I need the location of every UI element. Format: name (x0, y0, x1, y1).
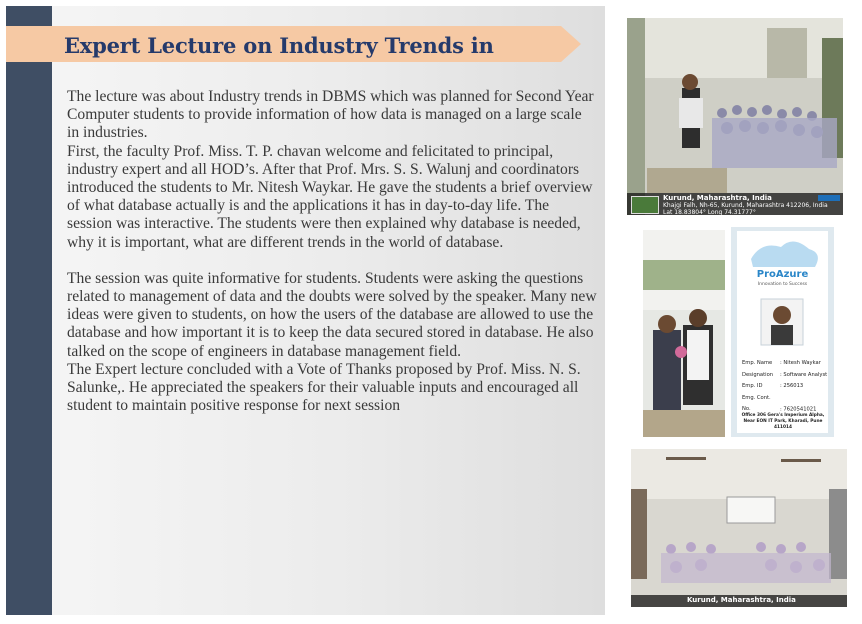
id-card-brand: ProAzure (756, 269, 809, 280)
lecture-hall-image (627, 18, 843, 215)
geotag-address: Khajgi Falh, Nh-65, Kurund, Maharashtra 412206, India (663, 202, 828, 209)
paragraph-informative: The session was quite informative for students. Students were asking the questions related to management of data and the doubts were solved by the speaker. Many new ideas were given to students, on how the users of the database are allowed to use the database and how important it is to keep the data secured stored in database. He also talked on the scope of engineers in database management field. (67, 269, 597, 360)
lecture-report-body (67, 88, 597, 415)
content-panel (6, 6, 605, 615)
id-row: Emp. ID : 256013 (742, 383, 804, 389)
id-row: Emg. Cont. No. : 7620541021 (742, 394, 817, 412)
id-card-tagline: Innovation to Success (757, 282, 808, 287)
geotag-overlay (627, 193, 843, 223)
gps-camera-badge (818, 195, 840, 201)
left-accent-bar (6, 6, 52, 615)
photo-classroom (631, 449, 847, 607)
page-title: Expert Lecture on Industry Trends in (64, 33, 494, 58)
felicitation-image (643, 230, 725, 437)
id-row: Designation : Software Analyst (742, 371, 828, 378)
classroom-image (631, 449, 847, 607)
id-card-details (742, 358, 830, 416)
geotag-datetime: 28/04/2023 11:07 AM GMT +05:30 (663, 216, 768, 223)
geotag-location: Kurund, Maharashtra, India (687, 596, 796, 604)
geotag-location: Kurund, Maharashtra, India (663, 194, 772, 202)
photo-felicitation (643, 230, 725, 437)
map-thumbnail-icon (631, 196, 659, 214)
id-row: Emp. Name : Nitesh Waykar (742, 360, 821, 366)
id-card-address: Office 306 Gera's Imperium Alpha, Near EON IT Park, Kharadi, Pune 411014 (741, 413, 825, 430)
paragraph-session-details: First, the faculty Prof. Miss. T. P. chavan welcome and felicitated to principal, industry expert and all HOD’s. After that Prof. Mrs. S. S. Walunj and coordinators introduced the students to Mr. Nitesh Waykar. He gave the students a brief overview of what database actually is and the applications it has in day-to-day life. The session was interactive. The students were then explained why database is needed, why it is important, what are different trends in the world of database. (67, 142, 593, 251)
geotag-overlay-classroom (631, 595, 847, 607)
paragraph-intro: The lecture was about Industry trends in DBMS which was planned for Second Year Computer students to provide information of how data is managed on a large scale in industries. (67, 88, 594, 142)
paragraph-conclusion: The Expert lecture concluded with a Vote of Thanks proposed by Prof. Miss. N. S. Salunke,. He appreciated the speakers for their valuable inputs and encouraged all student to maintain positive response for next session (67, 360, 581, 415)
photo-lecture-hall (627, 18, 843, 223)
geotag-coords: Lat 18.83804° Long 74.31777° (663, 209, 756, 216)
photo-id-card (731, 227, 834, 437)
